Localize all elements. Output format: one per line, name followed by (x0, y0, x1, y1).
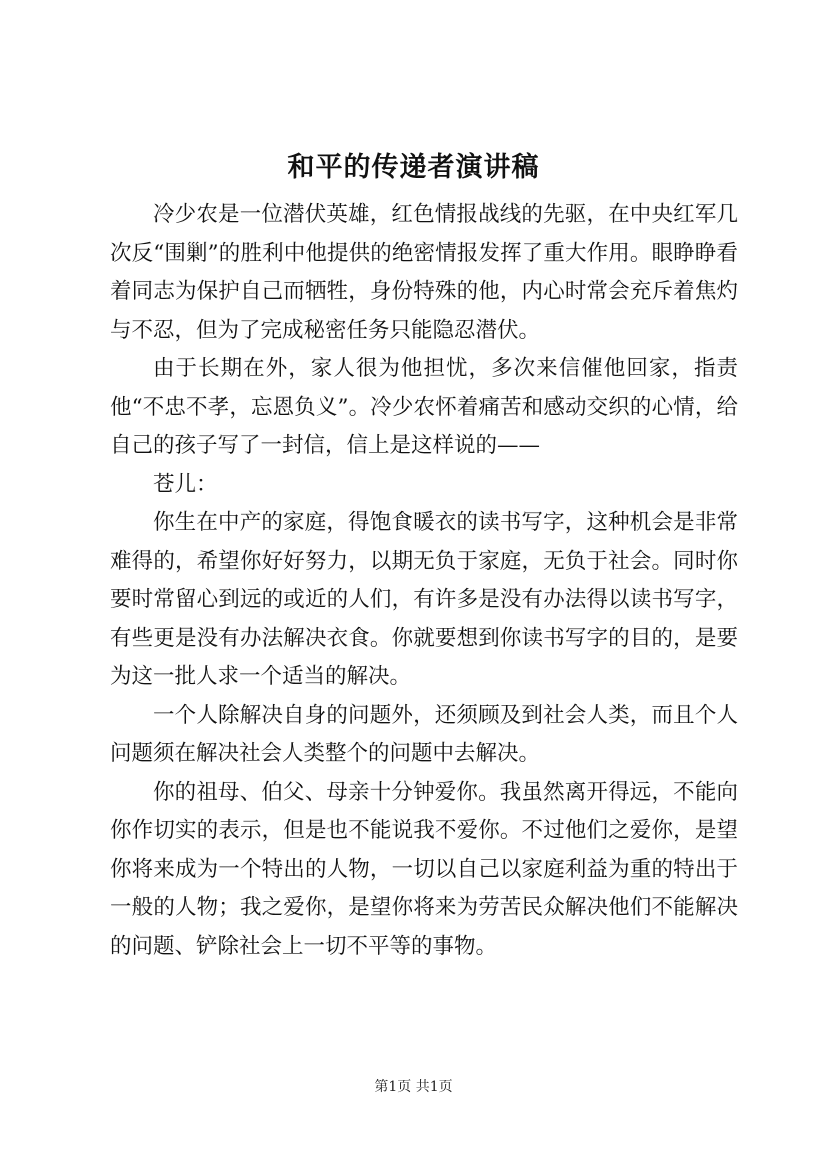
paragraph-intro: 冷少农是一位潜伏英雄，红色情报战线的先驱，在中央红军几次反“围剿”的胜利中他提供的绝密情报发挥了重大作用。眼睁睁看着同志为保护自己而牺牲，身份特殊的他，内心时常会充斥着焦灼与不忍，但为了完成秘密任务只能隐忍潜伏。 (110, 202, 738, 343)
letter-paragraph-society: 一个人除解决自身的问题外，还须顾及到社会人类，而且个人问题须在解决社会人类整个的问题中去解决。 (110, 702, 738, 766)
paragraph-family-letter: 由于长期在外，家人很为他担忧，多次来信催他回家，指责他“不忠不孝，忘恩负义”。冷少农怀着痛苦和感动交织的心情，给自己的孩子写了一封信，信上是这样说的—— (110, 356, 738, 458)
letter-salutation: 苍儿： (153, 471, 218, 497)
document-body (110, 196, 738, 966)
document-title: 和平的传递者演讲稿 (287, 152, 540, 183)
page-footer: 第1页 共1页 (374, 1079, 453, 1095)
letter-paragraph-love: 你的祖母、伯父、母亲十分钟爱你。我虽然离开得远，不能向你作切实的表示，但是也不能说我不爱你。不过他们之爱你，是望你将来成为一个特出的人物，一切以自己以家庭利益为重的特出于一般的人物；我之爱你，是望你将来为劳苦民众解决他们不能解决的问题、铲除社会上一切不平等的事物。 (110, 779, 738, 959)
letter-paragraph-study: 你生在中产的家庭，得饱食暖衣的读书写字，这种机会是非常难得的，希望你好好努力，以期无负于家庭，无负于社会。同时你要时常留心到远的或近的人们，有许多是没有办法得以读书写字，有些更是没有办法解决衣食。你就要想到你读书写字的目的，是要为这一批人求一个适当的解决。 (110, 510, 738, 689)
